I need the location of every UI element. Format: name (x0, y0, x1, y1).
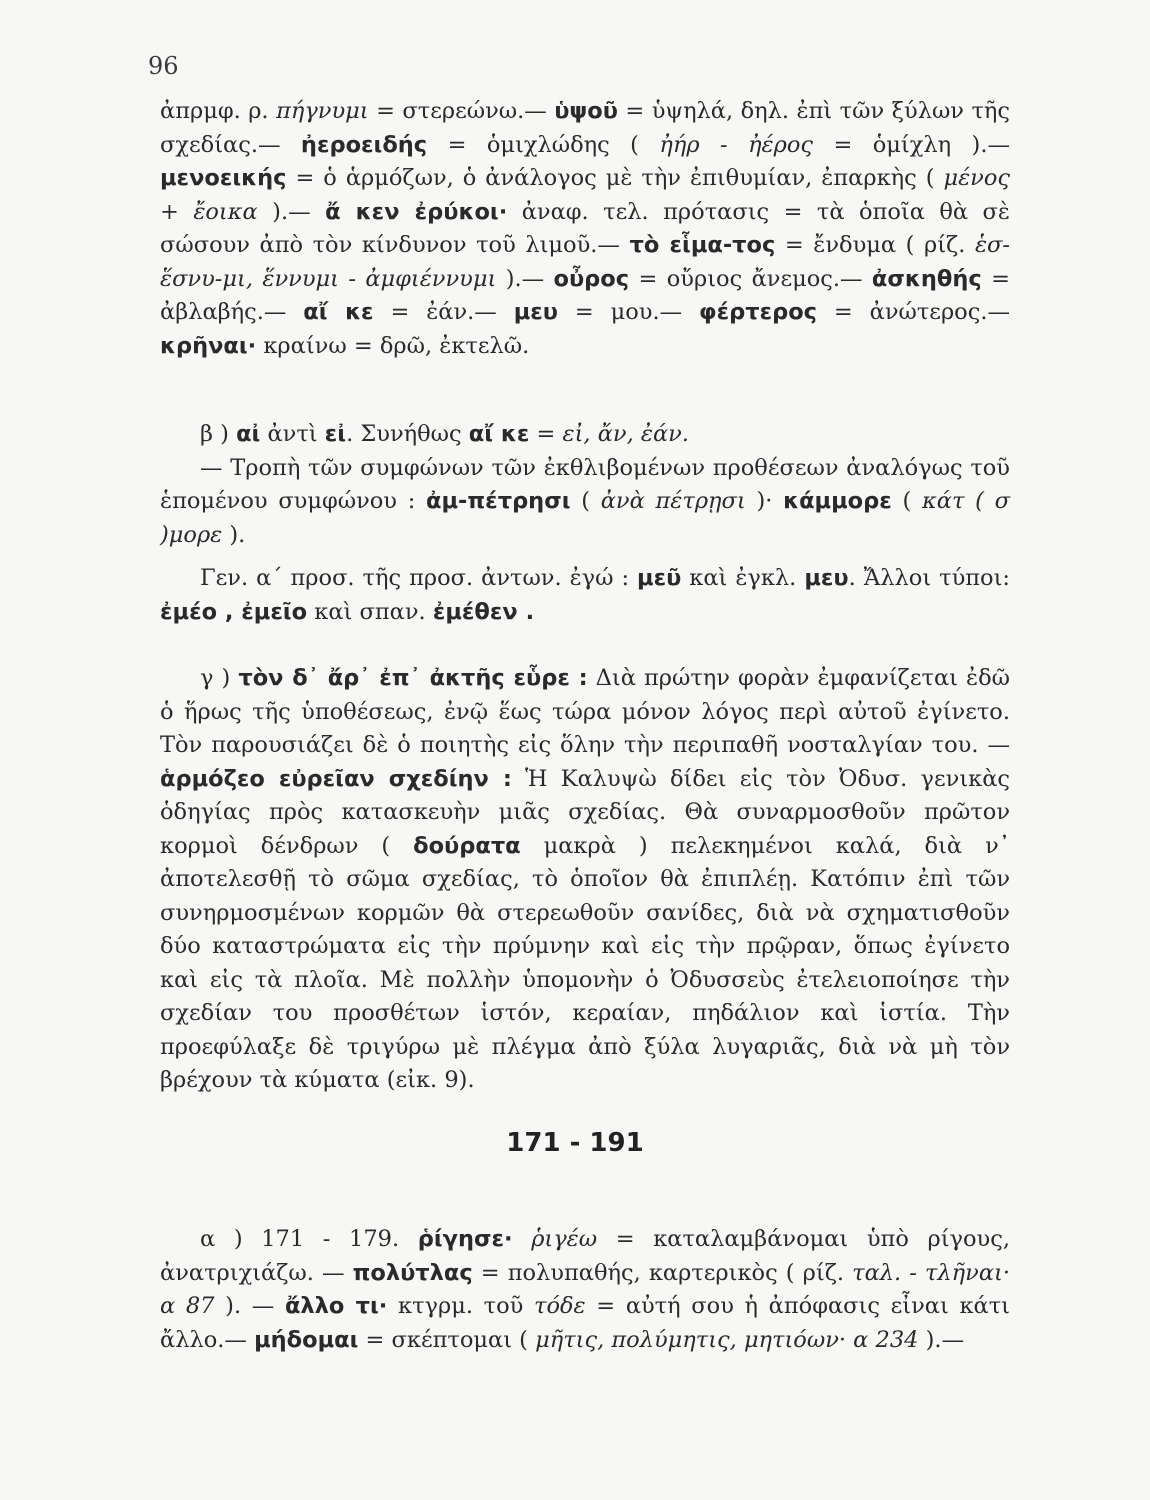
headword: μενοεικής (160, 165, 287, 191)
gloss-term: ῥιγέω (531, 1226, 598, 1252)
text-run: ).— (918, 1326, 965, 1353)
headword: ἐμέο , ἐμεῖο (160, 598, 308, 625)
text-run: ( (891, 488, 922, 514)
headword: τὸ εἷμα-τος (629, 232, 776, 258)
note-beta (160, 418, 1010, 629)
headword: μεῦ (637, 565, 682, 591)
text-run: = ἀνώτερος.— (817, 299, 1010, 325)
section-heading: 171 - 191 (506, 1128, 644, 1158)
text-run: = ἀβλαβής.— (160, 265, 1010, 325)
headword: ὑψοῦ (554, 98, 618, 124)
gloss-term: πήγνυμι (276, 98, 369, 124)
headword: ἀσκηθής (871, 265, 982, 292)
text-run: = ἐάν.— (373, 299, 514, 325)
text-run: = ὁ ἁρμόζων, ὁ ἀνάλογος μὲ τὴν ἐπιθυμίαν, ἐπαρκὴς ( (286, 165, 944, 191)
text-run: κτγρμ. τοῦ (387, 1293, 534, 1319)
note-alpha (160, 1223, 1010, 1357)
headword: φέρτερος (699, 299, 818, 325)
text-run: . Ἄλλοι τύποι: (848, 565, 1010, 591)
gloss-term: εἰ, ἄν, ἐάν. (562, 421, 690, 447)
note-paragraph (160, 452, 1010, 553)
gloss-term: ἀνὰ πέτρῃσι (600, 488, 746, 514)
text-run: — Τροπὴ τῶν συμφώνων τῶν ἐκθλιβομένων προθέσεων ἀναλόγως τοῦ ἑπομένου συμφώνου : (160, 454, 1010, 514)
text-run: = πολυπαθής, καρτερικὸς ( ρίζ. (472, 1259, 853, 1286)
text-run: ).— (257, 198, 326, 225)
text-run: = οὔριος ἄνεμος.— (629, 265, 872, 292)
text-run: καὶ ἐγκλ. (681, 565, 805, 591)
headword: αἴ κε (303, 299, 374, 325)
text-run: Γεν. α΄ προσ. τῆς προσ. ἀντων. ἐγώ : (200, 565, 638, 591)
headword: αἰ (236, 421, 261, 447)
text-run: . Συνήθως (346, 421, 469, 447)
text-run: Διὰ πρώτην φορὰν ἐμφανίζεται ἐδῶ ὁ ἥρως τῆς ὑποθέσεως, ἐνῷ ἕως τώρα μόνον λόγος περὶ αὐτοῦ ἐγίνετο. Τὸν παρουσιάζει δὲ ὁ ποιητὴς εἰς ὅλην τὴν περιπαθῆ νοσταλγίαν του. — (160, 665, 1010, 758)
headword: οὖρος (553, 265, 630, 292)
gloss-term: κάτ ( σ )μορε (160, 488, 1010, 548)
text-run: = στερεώνω.— (368, 98, 555, 124)
note-gamma (160, 662, 1010, 1098)
text-run: ἀναφ. τελ. πρότασις = τὰ ὁποῖα θὰ σὲ σώσουν ἀπὸ τὸν κίνδυνον τοῦ λιμοῦ.— (160, 198, 1010, 258)
text-run: = αὐτή σου ἡ ἀπόφασις εἶναι κάτι ἄλλο.— (160, 1293, 1010, 1353)
text-run: ἀπρμφ. ρ. (160, 98, 277, 124)
headword: ῥίγησε· (417, 1226, 513, 1252)
headword: ἐμέθεν . (432, 598, 535, 625)
text-run: ἀντὶ (260, 421, 325, 447)
headword: αἴ κε (468, 421, 530, 447)
page-number: 96 (148, 52, 179, 80)
text-run: = ὑψηλά, δηλ. ἐπὶ τῶν ξύλων τῆς σχεδίας.— (160, 98, 1010, 158)
headword: πολύτλας (352, 1259, 473, 1286)
gloss-term: τόδε (534, 1293, 586, 1319)
gloss-term: ἠήρ - ἠέρος (659, 131, 814, 158)
headword: ἁρμόζεο εὐρεῖαν σχεδίην : (160, 765, 512, 792)
headword: κρῆναι· (160, 332, 257, 359)
headword: δούρατα (413, 832, 521, 859)
text-run: ( (570, 488, 601, 514)
headword: τὸν δ᾽ ἄρ᾽ ἐπ᾽ ἀκτῆς εὗρε : (238, 665, 588, 691)
gloss-term: ταλ. - τλῆναι· α 87 (160, 1259, 1010, 1319)
text-run: = ὁμίχλη ).— (813, 131, 1010, 158)
note-paragraph (160, 418, 1010, 452)
headword: ἄ κεν ἐρύκοι· (325, 198, 508, 225)
text-run: β ) (200, 421, 237, 447)
text-run (513, 1226, 532, 1252)
gloss-term: ἑσ- ἕσνυ-μι, ἕννυμι - ἀμφιέννυμι (160, 232, 1010, 292)
text-run: )· (745, 488, 784, 514)
text-run: = καταλαμβάνομαι ὑπὸ ρίγους, ἀνατριχιάζω. — (160, 1226, 1010, 1286)
text-run: ). — (214, 1293, 285, 1319)
headword: ἄλλο τι· (284, 1293, 388, 1319)
text-run: = σκέπτομαι ( (358, 1326, 536, 1353)
text-run: ).— (496, 265, 554, 292)
text-run: καὶ σπαν. (307, 598, 433, 625)
note-paragraph (160, 1223, 1010, 1357)
text-run: = μου.— (557, 299, 699, 325)
text-run: κραίνω = δρῶ, ἐκτελῶ. (256, 332, 530, 359)
text-run: = (529, 421, 563, 447)
text-run: = ἔνδυμα ( ρίζ. (775, 232, 975, 258)
headword: ἀμ-πέτρησι (426, 488, 571, 514)
headword: μευ (804, 565, 849, 591)
text-run: = ὁμιχλώδης ( (427, 131, 660, 158)
note-paragraph (160, 562, 1010, 629)
note-paragraph (160, 662, 1010, 1098)
headword: εἰ (324, 421, 347, 447)
gloss-term: μένος + ἔοικα (160, 165, 1010, 225)
glossary-block-1 (160, 95, 1010, 363)
text-run: α ) 171 - 179. (200, 1226, 418, 1252)
text-run: Ἡ Καλυψὼ δίδει εἰς τὸν Ὀδυσ. γενικὰς ὁδηγίας πρὸς κατασκευὴν μιᾶς σχεδίας. Θὰ συναρμοσθοῦν πρῶτον κορμοὶ δένδρων ( (160, 765, 1011, 859)
headword: μευ (513, 299, 558, 325)
headword: ἠεροειδής (300, 131, 428, 158)
text-run: γ ) (200, 665, 239, 691)
headword: μήδομαι (254, 1326, 359, 1353)
headword: κάμμορε (783, 488, 892, 514)
text-run: ). (222, 521, 246, 548)
glossary-paragraph (160, 95, 1010, 363)
gloss-term: μῆτις, πολύμητις, μητιόων· α 234 (535, 1326, 919, 1353)
text-run: μακρὰ ) πελεκημένοι καλά, διὰ ν᾽ ἀποτελεσθῇ τὸ σῶμα σχεδίας, τὸ ὁποῖον θὰ ἐπιπλέῃ. Κατόπιν ἐπὶ τῶν συνηρμοσμένων κορμῶν θὰ στερεωθοῦν σανίδες, διὰ νὰ σχηματισθοῦν δύο καταστρώματα εἰς τὴν πρύμνην καὶ εἰς τὴν πρῷραν, ὅπως ἐγίνετο καὶ εἰς τὰ πλοῖα. Μὲ πολλὴν ὑπομονὴν ὁ Ὀδυσσεὺς ἐτελειοποίησε τὴν σχεδίαν του προσθέτων ἱστόν, κεραίαν, πηδάλιον καὶ ἱστία. Τὴν προεφύλαξε δὲ τριγύρω μὲ πλέγμα ἀπὸ ξύλα λυγαριᾶς, διὰ νὰ μὴ τὸν βρέχουν τὰ κύματα (εἰκ. 9). (160, 832, 1010, 1093)
